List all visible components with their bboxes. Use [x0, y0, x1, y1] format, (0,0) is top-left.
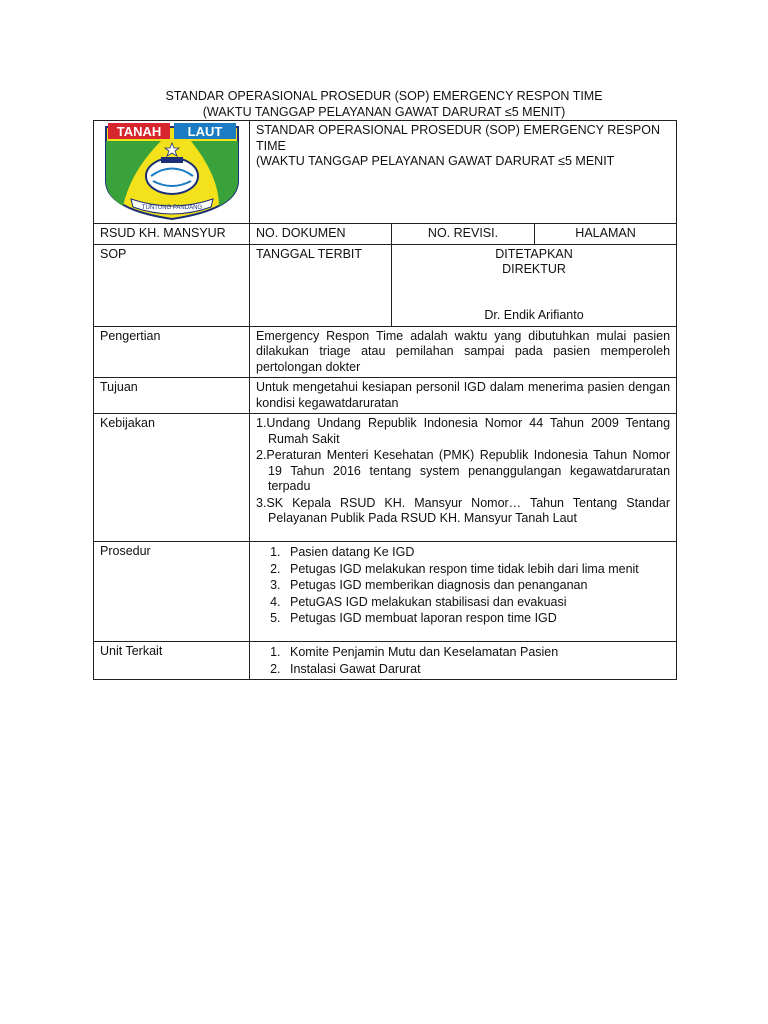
- kebijakan-item: 3.SK Kepala RSUD KH. Mansyur Nomor… Tahun Tentang Standar Pelayanan Publik Pada RSUD KH. Mansyur Tanah Laut: [256, 495, 671, 525]
- prosedur-label: Prosedur: [94, 542, 250, 642]
- issued-label: TANGGAL TERBIT: [250, 244, 392, 326]
- tujuan-row: [94, 378, 677, 414]
- unit-cell: [250, 642, 677, 680]
- sop-label: SOP: [94, 244, 250, 326]
- prosedur-cell: [250, 542, 677, 642]
- kebijakan-list: [256, 416, 670, 527]
- unit-row: [94, 642, 677, 680]
- kebijakan-cell: [250, 414, 677, 542]
- prosedur-item: 5. Petugas IGD membuat laporan respon time IGD: [284, 610, 670, 627]
- kebijakan-item: 2.Peraturan Menteri Kesehatan (PMK) Republik Indonesia Tahun Nomor 19 Tahun 2016 tentang system penanggulangan kegawatdaruratan terpadu: [256, 448, 671, 493]
- established-label: DITETAPKAN: [495, 246, 573, 261]
- header-row: [94, 121, 677, 224]
- prosedur-item: 3. Petugas IGD memberikan diagnosis dan penanganan: [284, 577, 670, 594]
- director-label: DIREKTUR: [502, 262, 566, 276]
- prosedur-row: [94, 542, 677, 642]
- unit-item: 1. Komite Penjamin Mutu dan Keselamatan Pasien: [284, 644, 670, 661]
- page-label: HALAMAN: [535, 224, 677, 245]
- logo-ribbon-text: TUNTUNG PANDANG: [141, 205, 202, 211]
- prosedur-item: 4. PetuGAS IGD melakukan stabilisasi dan evakuasi: [284, 594, 670, 611]
- doc-number-label: NO. DOKUMEN: [250, 224, 392, 245]
- logo-cell: [94, 121, 250, 224]
- revision-label: NO. REVISI.: [392, 224, 535, 245]
- pengertian-label: Pengertian: [94, 326, 250, 378]
- tujuan-label: Tujuan: [94, 378, 250, 414]
- logo-word-left: TANAH: [116, 124, 161, 139]
- kebijakan-label: Kebijakan: [94, 414, 250, 542]
- pengertian-row: [94, 326, 677, 378]
- director-cell: [392, 244, 677, 326]
- meta-row: [94, 224, 677, 245]
- prosedur-list: [256, 544, 670, 627]
- hospital-name: RSUD KH. MANSYUR: [94, 224, 250, 245]
- tanah-laut-emblem: [101, 121, 243, 221]
- unit-list: [256, 644, 670, 677]
- tujuan-text: Untuk mengetahui kesiapan personil IGD dalam menerima pasien dengan kondisi kegawatdaruratan: [250, 378, 677, 414]
- logo-word-right: LAUT: [187, 124, 222, 139]
- director-name: Dr. Endik Arifianto: [484, 308, 584, 322]
- sop-table: [93, 120, 677, 680]
- kebijakan-item: 1.Undang Undang Republik Indonesia Nomor 44 Tahun 2009 Tentang Rumah Sakit: [256, 416, 671, 446]
- box-title-line1: STANDAR OPERASIONAL PROSEDUR (SOP) EMERGENCY RESPON TIME: [256, 123, 661, 153]
- document-title-line1: STANDAR OPERASIONAL PROSEDUR (SOP) EMERGENCY RESPON TIME: [165, 89, 603, 103]
- kebijakan-row: [94, 414, 677, 542]
- box-title-cell: [250, 121, 677, 224]
- sop-row: [94, 244, 677, 326]
- unit-item: 2. Instalasi Gawat Darurat: [284, 661, 670, 678]
- prosedur-item: 2. Petugas IGD melakukan respon time tidak lebih dari lima menit: [284, 561, 670, 578]
- prosedur-item: 1. Pasien datang Ke IGD: [284, 544, 670, 561]
- pengertian-text: Emergency Respon Time adalah waktu yang dibutuhkan mulai pasien dilakukan triage atau pemilahan sampai pada pasien memperoleh pertolongan dokter: [250, 326, 677, 378]
- document-title-line2: (WAKTU TANGGAP PELAYANAN GAWAT DARURAT ≤5 MENIT): [202, 105, 566, 119]
- unit-label: Unit Terkait: [94, 642, 250, 680]
- box-title-line2: (WAKTU TANGGAP PELAYANAN GAWAT DARURAT ≤5 MENIT: [256, 154, 615, 168]
